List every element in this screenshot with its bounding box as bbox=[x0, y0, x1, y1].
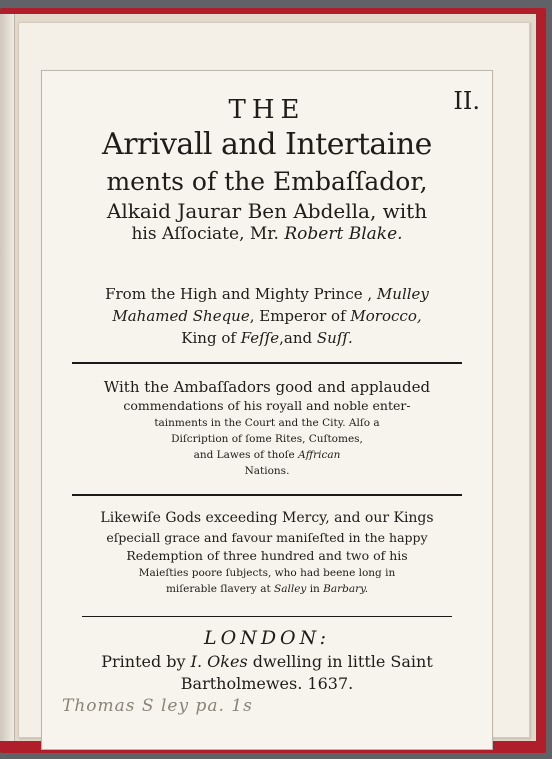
page-number: II. bbox=[453, 87, 480, 115]
handwritten-inscription: Thomas S ley pa. 1s bbox=[62, 696, 253, 716]
rule-1 bbox=[72, 362, 462, 364]
title-associate: his Aſſociate, Mr. Robert Blake. bbox=[131, 224, 403, 244]
title-block bbox=[42, 95, 492, 245]
facing-page-edge bbox=[0, 14, 15, 741]
from-line-2: Mahamed Sheque, Emperor of Morocco, bbox=[112, 307, 422, 325]
commend-line-5: and Lawes of thoſe Affrican bbox=[193, 449, 341, 461]
imprint-printer: Printed by I. Okes dwelling in little Saint bbox=[101, 652, 433, 671]
commend-line-2: commendations of his royall and noble enter- bbox=[123, 398, 411, 413]
title-alkaid: Alkaid Jaurar Ben Abdella, with bbox=[106, 199, 428, 223]
redemption-line-4: Maieſties poore ſubjects, who had beene long in bbox=[138, 567, 396, 579]
title-page bbox=[18, 22, 530, 738]
commendations-block bbox=[42, 377, 492, 479]
redemption-line-3: Redemption of three hundred and two of his bbox=[126, 548, 408, 563]
rule-3 bbox=[82, 616, 452, 617]
redemption-line-2: eſpeciall grace and favour maniſeſted in the happy bbox=[106, 530, 428, 545]
redemption-line-1: Likewiſe Gods exceeding Mercy, and our Kings bbox=[100, 510, 434, 526]
from-line-3: King of Feſſe,and Suſſ. bbox=[181, 329, 353, 347]
title-the: THE bbox=[228, 95, 306, 125]
title-embassador: ments of the Embaſſador, bbox=[106, 167, 428, 196]
imprint-city: LONDON: bbox=[204, 627, 330, 649]
rule-2 bbox=[72, 494, 462, 496]
imprint-block bbox=[42, 625, 492, 695]
printed-leaf bbox=[41, 70, 493, 750]
from-block bbox=[42, 283, 492, 349]
commend-line-4: Diſcription of ſome Rites, Cuſtomes, bbox=[171, 433, 363, 445]
redemption-block bbox=[42, 508, 492, 597]
imprint-date: Bartholmewes. 1637. bbox=[180, 674, 354, 693]
commend-line-6: Nations. bbox=[244, 465, 290, 477]
commend-line-1: With the Ambaſſadors good and applauded bbox=[103, 378, 431, 396]
commend-line-3: tainments in the Court and the City. Alſo a bbox=[154, 417, 380, 429]
redemption-line-5: miſerable ſlavery at Salley in Barbary. bbox=[165, 583, 369, 595]
from-line-1: From the High and Mighty Prince , Mulley bbox=[105, 285, 429, 303]
title-arrivall: Arrivall and Intertaine bbox=[102, 127, 432, 162]
